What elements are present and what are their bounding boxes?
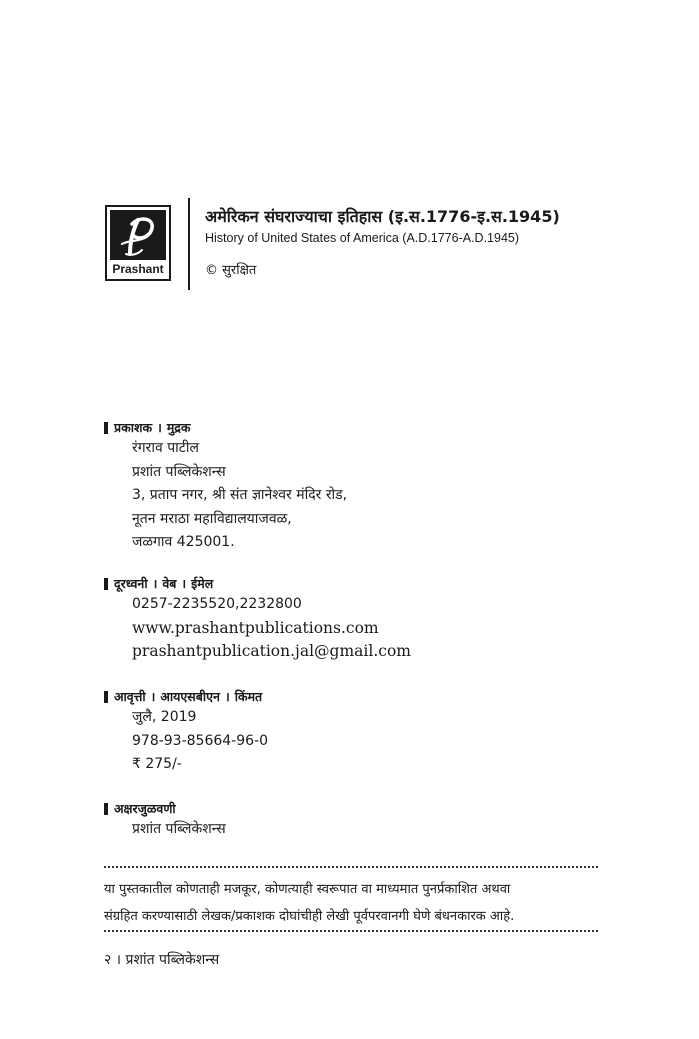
section-marker bbox=[104, 422, 108, 434]
copyright-warning: या पुस्तकातील कोणताही मजकूर, कोणत्याही स्वरूपात वा माध्यमात पुनर्प्रकाशित अथवा संग्रहित करण्यासाठी लेखक/प्रकाशक दोघांचीही लेखी पूर्वपरवानगी घेणे बंधनकारक आहे. bbox=[104, 882, 515, 924]
publisher-name: रंगराव पाटील bbox=[132, 440, 199, 456]
edition-heading: आवृत्ती । आयएसबीएन । किंमत bbox=[104, 688, 268, 706]
publisher-address-line-1: 3, प्रताप नगर, श्री संत ज्ञानेश्वर मंदिर रोड, bbox=[132, 487, 348, 503]
section-marker bbox=[104, 691, 108, 703]
publisher-company: प्रशांत पब्लिकेशन्स bbox=[132, 463, 226, 480]
divider-dotted-bottom bbox=[104, 930, 598, 932]
publisher-address-line-2: नूतन मराठा महाविद्यालयाजवळ, bbox=[132, 510, 292, 527]
header-divider bbox=[188, 198, 190, 290]
typesetting-name: प्रशांत पब्लिकेशन्स bbox=[132, 821, 226, 837]
edition-isbn: 978-93-85664-96-0 bbox=[132, 732, 269, 749]
publisher-logo bbox=[105, 205, 171, 281]
book-title-english: History of United States of America (A.D.1776-A.D.1945) bbox=[205, 231, 520, 245]
contact-phone: 0257-2235520,2232800 bbox=[132, 596, 302, 612]
contact-email: prashantpublication.jal@gmail.com bbox=[132, 642, 411, 660]
publisher-heading: प्रकाशक । मुद्रक bbox=[104, 419, 347, 437]
edition-date: जुलै, 2019 bbox=[132, 709, 197, 725]
edition-price: ₹ 275/- bbox=[132, 756, 182, 772]
publisher-section bbox=[104, 419, 347, 555]
divider-dotted-top bbox=[104, 866, 598, 868]
contact-section bbox=[104, 575, 411, 664]
contact-heading: दूरध्वनी । वेब । ईमेल bbox=[104, 575, 411, 593]
logo-p-mark bbox=[110, 210, 166, 260]
typesetting-heading: अक्षरजुळवणी bbox=[104, 800, 226, 818]
typesetting-section bbox=[104, 800, 226, 842]
section-marker bbox=[104, 803, 108, 815]
logo-name: Prashant bbox=[112, 262, 164, 276]
page-footer: २ । प्रशांत पब्लिकेशन्स bbox=[104, 952, 220, 968]
section-marker bbox=[104, 578, 108, 590]
logo-p-icon bbox=[110, 210, 166, 260]
publisher-address-line-3: जळगाव 425001. bbox=[132, 534, 235, 550]
edition-section bbox=[104, 688, 268, 777]
copyright-notice: © सुरक्षित bbox=[205, 263, 257, 278]
contact-web: www.prashantpublications.com bbox=[132, 618, 379, 637]
book-title-marathi: अमेरिकन संघराज्याचा इतिहास (इ.स.1776-इ.स.1945) bbox=[205, 207, 560, 226]
